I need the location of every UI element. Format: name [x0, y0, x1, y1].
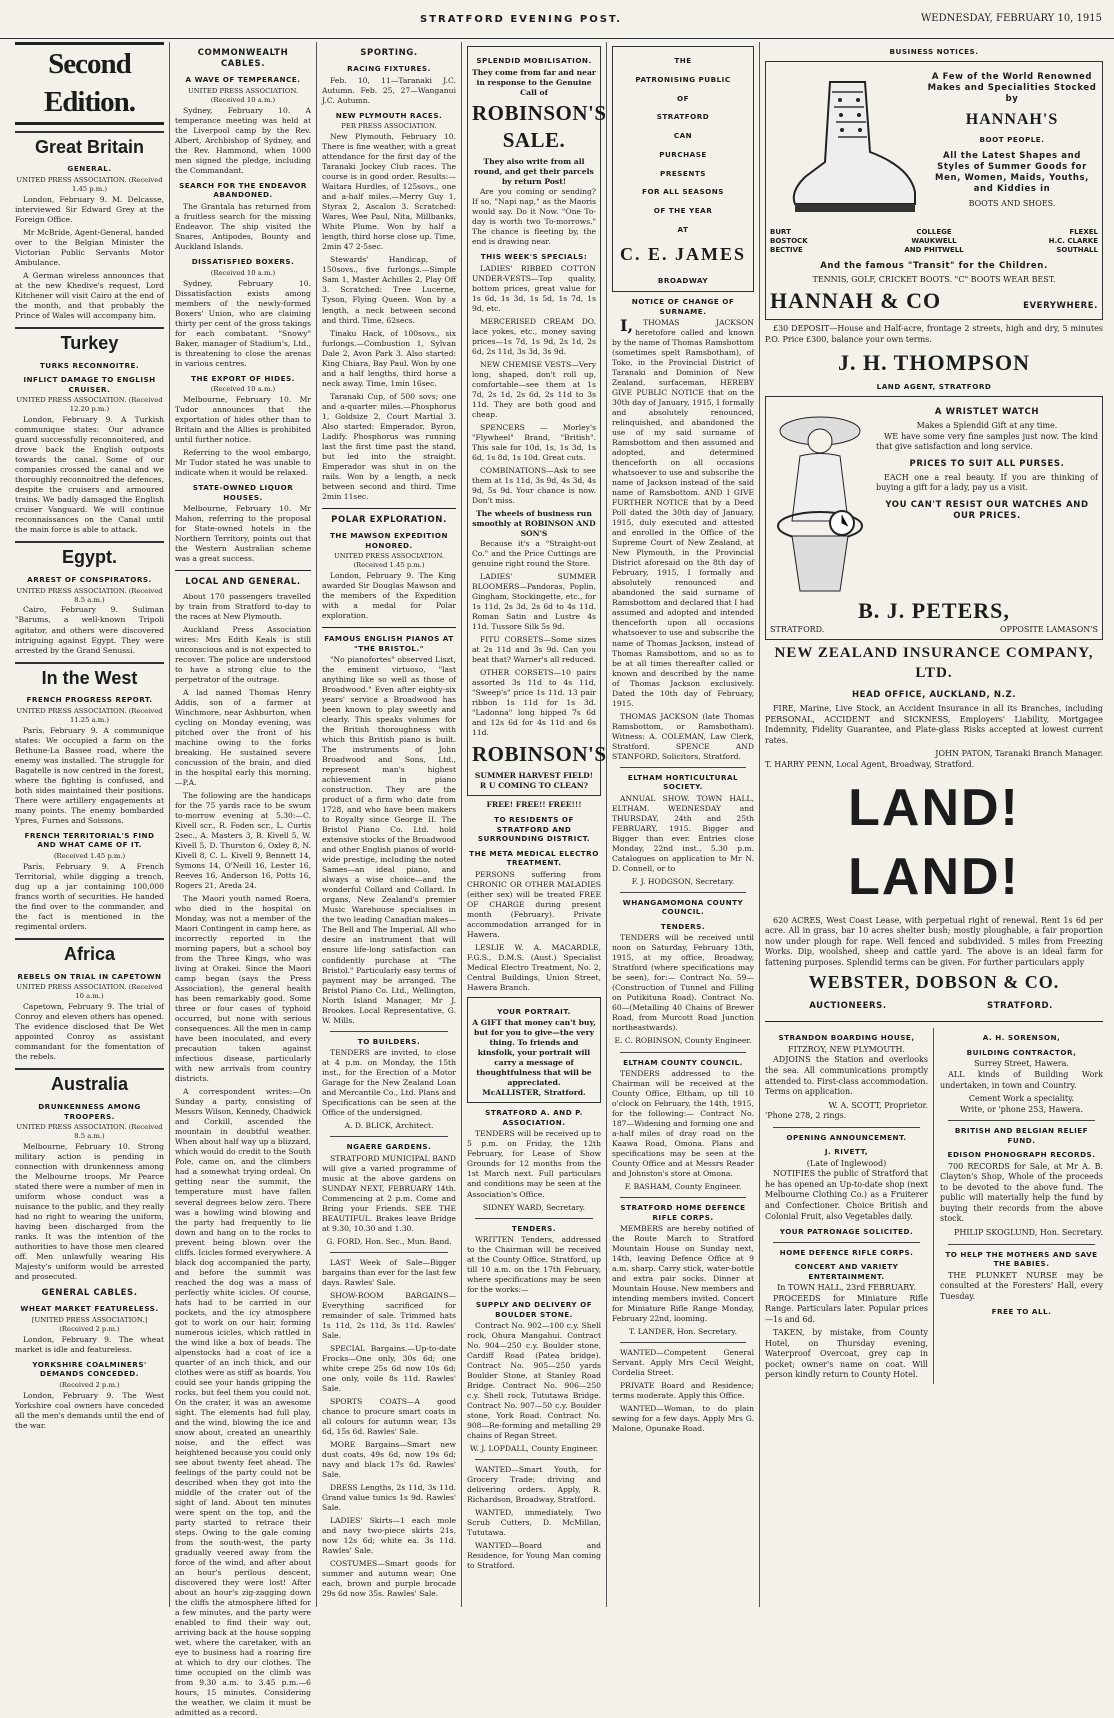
- ad-text: EACH one a real beauty. If you are thinking of buying a gift for a lady, pay us a visit.: [876, 472, 1098, 493]
- divider: [620, 892, 746, 893]
- ad-text: SHOW-ROOM BARGAINS—Everything sacrificed for remainder of sale. Trimmed hats 1s 11d, 2s 11d, 3s 11d. Rawles' Sale.: [322, 1290, 456, 1340]
- signature: McALLISTER, Stratford.: [482, 1088, 586, 1098]
- divider: [330, 1031, 448, 1032]
- signature: F. BASHAM, County Engineer.: [624, 1182, 742, 1192]
- ad-line: FOR ALL SEASONS: [642, 187, 724, 197]
- section-egypt: Egypt.: [15, 541, 164, 570]
- dateline: UNITED PRESS ASSOCIATION. (Received 10 a.m.): [16, 983, 163, 1001]
- divider: [765, 1021, 1103, 1022]
- column-1: [10, 42, 170, 1607]
- headline: ELTHAM HORTICULTURAL SOCIETY.: [627, 772, 739, 792]
- ad-text: COSTUMES—Smart goods for summer and autumn wear; One each, brown and purple brocade 29s 6d now 35s. Rawles' Sale.: [322, 1559, 456, 1599]
- divider: [330, 1252, 448, 1253]
- article-text: Sydney, February 10. A temperance meeting was held at the Liverpool camp by the Rev. Albert, Archbishop of Sydney, and the Rev. Hammond, when 1000 men signed the pledge, including the Commandant.: [175, 105, 311, 175]
- portrait-ad: [467, 997, 601, 1104]
- headline: FAMOUS ENGLISH PIANOS AT "THE BRISTOL.": [324, 634, 454, 653]
- headline: WHANGAMOMONA COUNTY COUNCIL.: [622, 897, 744, 917]
- article-text: TENDERS are invited, to close at 4 p.m. on Monday, the 15th inst., for the Erection of a Motor Garage for the New Zealand Loan and Mercantile Co., Ltd. Plans and Specifications can be seen at the Office of the undersigned.: [322, 1048, 456, 1118]
- ad-text: WANTED—Board and Residence, for Young Man coming to Stratford.: [467, 1541, 601, 1571]
- article-text: London, February 9. The King awarded Sir Douglas Mawson and the members of the Expedition with a medal for Polar exploration.: [322, 570, 456, 621]
- divider: [773, 1127, 920, 1128]
- ad-line: STRATFORD: [656, 112, 710, 122]
- headline: NGAERE GARDENS.: [346, 1142, 432, 1152]
- james-ad: [612, 46, 754, 292]
- headline: STRATFORD A. AND P. ASSOCIATION.: [485, 1108, 583, 1127]
- masthead: [0, 0, 1114, 39]
- robinsons-title: ROBINSON'S SALE.: [472, 100, 607, 153]
- divider: [948, 1120, 1095, 1121]
- webster-dobson-logo: WEBSTER, DOBSON & CO.: [808, 972, 1060, 993]
- headline: THIS WEEK'S SPECIALS:: [480, 252, 588, 262]
- ad-text: ALL kinds of Building Work undertaken, in town and Country.: [940, 1069, 1103, 1090]
- notice-text: TENDERS addressed to the Chairman will be received at the County Office, Eltham, up till 10 o'clock on February, the 14th, 1915, for the following:— Contract No. 187—Widening and forming one and a-half miles of dray road on the Kaawa Road, Omona. Plans and specifications may be seen at the County Office and at Messrs Reader and Johnston's store at Omona.: [612, 1069, 754, 1179]
- maker: BOSTOCK: [770, 236, 808, 245]
- ad-text: Because it's a "Straight-out Co." and the Price Cuttings are genuine right round the Store.: [472, 539, 596, 569]
- notice-text: ANNUAL SHOW. TOWN HALL, ELTHAM. WEDNESDAY and THURSDAY, 24th and 25th FEBRUARY, 1915. Bigger and Bigger than ever. Entries close Monday, 22nd inst., 5.30 p.m. Catalogues on application to Mr N. D. Connell, or to: [612, 793, 754, 873]
- headline: DRUNKENNESS AMONG TROOPERS.: [38, 1102, 141, 1121]
- article-text: A lad named Thomas Henry Addis, son of a farmer at Winchmore, near Ashburton, when cycling on Monday evening, was pitched over the front of his machine owing to the forks breaking. He sustained severe concussion of the brain, and died in the hospital early this morning.—P.A.: [175, 687, 311, 787]
- article-text: Taranaki Cup, of 500 sovs; one and a-quarter miles.—Phosphorus 1, Goldsize 2, Court Martial 3. Also started: Emperador, Byron, Ladify. Phosphorus was running last the first time past the stand, but led into the straight. Emperador was shut in on the rails. Won by a length, a neck between second and third. Time 2min 11sec.: [322, 391, 456, 501]
- ad-text: THE PLUNKET NURSE may be consulted at the Foresters' Hall, every Tuesday.: [940, 1270, 1103, 1301]
- free-banner: FREE! FREE!! FREE!!!: [486, 800, 582, 810]
- ad-text: STRATFORD.: [770, 624, 825, 634]
- ad-text: PROCEEDS for Miniature Rifle Range. Particulars later. Popular prices—1s and 6d.: [765, 1293, 928, 1324]
- ad-text: OPPOSITE LAMASON'S: [999, 624, 1098, 634]
- article-text: London, February 9. The wheat market is idle and featureless.: [15, 1334, 164, 1354]
- ad-text: 'Phone 278, 2 rings.: [765, 1111, 847, 1121]
- column-5: [607, 42, 760, 1607]
- ad-text: FITU CORSETS—Some sizes at 2s 11d and 3s 9d. Can you beat that? Warner's all reduced.: [472, 635, 596, 665]
- signature: THOMAS JACKSON (late Thomas Ramsbottom, or Ramsbotham). Witness: A. COLEMAN, Law Clerk, Stratford. SPENCE AND STANFORD, Solicitors, Stratford.: [612, 711, 754, 761]
- maker: AND PHITWELL: [904, 245, 964, 254]
- dateline: PER PRESS ASSOCIATION.: [341, 122, 437, 131]
- ad-line: PRESENTS: [660, 168, 706, 178]
- ad-line: THE: [674, 56, 692, 65]
- dateline: (Received 10 a.m.): [210, 385, 276, 394]
- divider: [322, 508, 456, 509]
- headline: THE EXPORT OF HIDES.: [191, 373, 295, 383]
- headline: HOME DEFENCE RIFLE CORPS.: [779, 1247, 914, 1257]
- headline: EDISON PHONOGRAPH RECORDS.: [947, 1150, 1096, 1160]
- ad-text: And the famous "Transit" for the Children.: [820, 261, 1048, 272]
- signature: JOHN PATON, Taranaki Branch Manager.: [935, 749, 1103, 759]
- headline: THE META MEDICAL ELECTRO TREATMENT.: [469, 848, 599, 868]
- ad-text: £30 DEPOSIT—House and Half-acre, frontage 2 streets, high and dry, 5 minutes P.O. Price £300, balance your own terms.: [765, 324, 1103, 344]
- ad-line: OF THE YEAR: [653, 206, 713, 215]
- ad-text: 620 ACRES, West Coast Lease, with perpetual right of renewal. Rent 1s 6d per acre. All in grass, bar 10 acres shelter bush; mostly ploughable, a fair proportion now under plough for rape. Well fenced and subdivided. 5 miles from Freezing Works. Dip, woolshed, sheep and cattle yard. The above is an ideal farm for fattening purposes. Splendid terms can be given. For further particulars apply: [765, 915, 1103, 967]
- ad-text: WRITTEN Tenders, addressed to the Chairman will be received at the County Office, Stratford, up till 10 a.m. on the 17th February, where specifications may be seen for the works:—: [467, 1235, 601, 1295]
- headline: FRENCH PROGRESS REPORT.: [26, 695, 153, 705]
- headline: DISSATISFIED BOXERS.: [191, 257, 295, 267]
- headline: TURKS RECONNOITRE.: [39, 360, 140, 370]
- newspaper-title: STRATFORD EVENING POST.: [420, 14, 623, 25]
- ad-text: SPECIAL Bargains.—Up-to-date Frocks—One only, 30s 6d; one white crepe 25s 6d now 10s 6d; one only, voile 8s 11d. Rawles' Sale.: [322, 1344, 456, 1394]
- signature: F. J. HODGSON, Secretary.: [631, 876, 735, 886]
- signature: SIDNEY WARD, Secretary.: [482, 1202, 586, 1212]
- ad-text: LESLIE W. A. MACARDLE, F.G.S., D.M.S. (Aust.) Specialist Medical Electro Treatment, No. 2, Central Buildings, Union Street, Hawera Branch.: [467, 942, 601, 992]
- maker: BURT: [770, 227, 791, 236]
- signature: PHILIP SKOGLUND, Hon. Secretary.: [953, 1227, 1103, 1237]
- notice-text: TENDERS will be received until noon on Saturday, February 13th, 1915, at my office, Broadway, Stratford (where specifications may be seen), for:— Contract No. 59—(Construction of Tunnel and Filling on Putikituna Road). Contract No. 60—(Metalling 40 Chains of Brewer Road, from Murcott Road Junction northeastwards).: [612, 933, 754, 1033]
- headline: SUPPLY AND DELIVERY OF BOULDER STONE.: [475, 1300, 593, 1319]
- article-text: Paris, February 9. A communique states: We occupied a farm on the Bethune-La Bassee road, where the enemy was installed. The struggle for Bagatelle is now centred in the forest, where the fighting is confused, and both sides maintained their positions. There were artillery engagements at many points. The enemy bombarded Ypres, Furnes and Soissons.: [15, 725, 164, 825]
- dateline: (Received 10 a.m.): [210, 268, 276, 277]
- headline: OPENING ANNOUNCEMENT.: [786, 1132, 907, 1142]
- headline: SPLENDID MOBILISATION.: [476, 56, 592, 65]
- headline: A Few of the World Renowned Makes and Specialities Stocked by: [927, 71, 1097, 104]
- dateline: UNITED PRESS ASSOCIATION. (Received 1.45 p.m.): [333, 552, 445, 569]
- headline: STRANDON BOARDING HOUSE,: [778, 1033, 915, 1043]
- signature: W. A. SCOTT, Proprietor.: [828, 1100, 928, 1110]
- article-text: Melbourne, February 10. Mr Tudor announces that the exportation of hides other than to Britain and the Allies is prohibited until further notice.: [175, 395, 311, 445]
- ad-text: They come from far and near in response to the Genuine Call of: [472, 67, 596, 97]
- headline: ELTHAM COUNTY COUNCIL.: [623, 1057, 743, 1067]
- ad-line: AT: [677, 224, 689, 234]
- maker: BECTIVE: [770, 245, 803, 254]
- article-text: Stewards' Handicap, of 150sovs., five furlongs.—Simple Sam 1, Master Achilles 2, Play Off 3. Scratched: Tree Lucerne, Tyson, Flying Queen. Won by a length, a neck between second and third. Time, 62secs.: [322, 255, 456, 325]
- headline: RACING FIXTURES.: [347, 64, 431, 74]
- edition-banner: Second Edition.: [15, 42, 164, 125]
- peters-logo: B. J. PETERS,: [858, 597, 1010, 623]
- ad-text: (Late of Inglewood): [806, 1158, 887, 1168]
- divider: [620, 1052, 746, 1053]
- ad-text: NEW CHEMISE VESTS—Very long, shaped, don't roll up, comfortable—see them at 1s 7d, 2s 1d, 2s 6d, 2s 11d to 3s 11d. They are both good and cheap.: [472, 359, 596, 419]
- article-text: STRATFORD MUNICIPAL BAND will give a varied programme of music at the above gardens on SUNDAY NEXT, FEBRUARY 14th. Commencing at 2 p.m. Come and Bring your Friends. SEE THE BEAUTIFUL. Brakes leave Bridge at 9.30, 10.30 and 1.30.: [322, 1153, 456, 1233]
- headline: TENDERS.: [511, 1223, 557, 1233]
- ad-text: J. RIVETT,: [824, 1147, 869, 1157]
- ad-line: BROADWAY: [657, 275, 709, 285]
- headline: ARREST OF CONSPIRATORS.: [27, 575, 152, 585]
- headline: TO BUILDERS.: [357, 1036, 421, 1046]
- ad-line: CAN: [673, 131, 693, 140]
- divider: [948, 1244, 1095, 1245]
- headline: NEW PLYMOUTH RACES.: [335, 110, 443, 120]
- headline: INFLICT DAMAGE TO ENGLISH CRUISER.: [23, 375, 156, 394]
- ad-text: TENNIS, GOLF, CRICKET BOOTS. "C" BOOTS WEAR BEST.: [812, 275, 1056, 285]
- ad-text: Write, or 'phone 253, Hawera.: [959, 1104, 1083, 1114]
- article-text: The Maori youth named Roera, who died in the hospital on Monday, was not a member of the Maori Contingent in camp here, as incorrectly reported in the morning papers, but a school boy from the Three Kings, who was living at Orakei. Since the Maori camp began (says the Press Association), the general health has been remarkably good. Some three or four cases of typhoid occurred, but none with serious consequences. All the men in camp have been inoculated, and every precaution taken against infectious disease, particularly with new arrivals from country districts.: [175, 894, 311, 1084]
- article-text: Melbourne, February 10. Mr Mahon, referring to the proposal for State-owned hotels in the Northern Territory, points out that the Western Australian scheme was a great success.: [175, 504, 311, 564]
- article-text: Melbourne, February 10. Strong military action is pending in connection with drunkenness among the Melbourne troops. Mr Pearce stated there were a number of men in uniform whose conduct was a nuisance to the public, and they really had no right to wearing the uniform, having been discharged from the ranks. It was the intention of the authorities to have those men cleared off. Men unlawfully wearing His Majesty's uniform would be arrested and prosecuted.: [15, 1141, 164, 1282]
- section-general-cables: GENERAL CABLES.: [41, 1288, 138, 1299]
- ad-text: WANTED, immediately, Two Scrub Cutters, D. McMillan, Tututawa.: [467, 1508, 601, 1538]
- ad-text: BOOTS AND SHOES.: [968, 198, 1056, 208]
- ad-text: BUILDING CONTRACTOR,: [966, 1047, 1077, 1057]
- article-text: The following are the handicaps for the 75 yards race to be swum to-morrow evening at 5.30:—C. Kivell scr., R. Foden scr., L. Curtis 2sec., A. Masters 3, B. Kivell 5, W. Kivell 5, D. Thurston 6, Oxley 8, N. Kivell 8, C. L. Kivell 9, Bennett 14, Symons 14, O'Neill 16, Lester 16, Reeves 16, Anderson 16, Potts 16, Rogers 21, Areda 24.: [175, 790, 311, 891]
- section-great-britain: Great Britain: [15, 131, 164, 160]
- ad-text: SPENCERS — Morley's "Flywheel" Brand, "British". This sale for 10d, 1s, 1s 3d, 1s 6d, 1s 8d, 1s 10d. Great cuts.: [472, 422, 596, 462]
- ad-text: PRIVATE Board and Residence; terms moderate. Apply this Office.: [612, 1381, 754, 1401]
- headline: YOUR PORTRAIT.: [497, 1006, 571, 1016]
- ad-text: LAST Week of Sale—Bigger bargains than ever for the last few days. Rawles' Sale.: [322, 1257, 456, 1287]
- ad-text: All the Latest Shapes and Styles of Summer Goods for Men, Women, Maids, Youths, and Kiddies in: [935, 150, 1089, 195]
- signature: T. HARRY PENN, Local Agent, Broadway, Stratford.: [765, 759, 975, 769]
- maker: SOUTHALL: [1056, 245, 1098, 254]
- ad-text: The wheels of business run smoothly at ROBINSON AND SON'S: [472, 508, 596, 539]
- robinsons-sale-ad: [467, 46, 607, 796]
- ad-text: A GIFT that money can't buy, but for you to give—the very thing. To friends and kinsfolk, your portrait will carry a message of thoughtfulness that will be appreciated.: [472, 1018, 596, 1088]
- ad-text: PERSONS suffering from CHRONIC OR OTHER MALADIES (either sex) will be treated FREE OF CHARGE during present month (February). Private accommodation arranged for in Hawera.: [467, 869, 601, 939]
- ad-line: OF: [676, 93, 690, 103]
- headline: GENERAL.: [67, 164, 112, 174]
- robinsons-title: ROBINSON'S: [472, 742, 607, 767]
- ad-text: Surrey Street, Hawera.: [974, 1059, 1069, 1069]
- divider: [322, 627, 456, 628]
- section-turkey: Turkey: [15, 327, 164, 356]
- column-2: [170, 42, 317, 1718]
- ad-text: LADIES' Skirts—1 each mole and navy two-piece skirts 21s, now 12s 6d; white ea. 3s 11d. Rawles' Sale.: [322, 1516, 456, 1556]
- article-text: Referring to the wool embargo, Mr Tudor stated he was unable to indicate when it would be relaxed.: [175, 448, 311, 478]
- ad-text: WANTED—Woman, to do plain sewing for a few days. Apply Mrs G. Malone, Opunake Road.: [612, 1404, 754, 1434]
- article-text: The Grantala has returned from a fruitless search for the missing Endeavor. The ship visited the Snares, Antipodes, Bounty and Auckland Islands.: [175, 201, 311, 252]
- divider: [175, 570, 311, 571]
- ad-text: LADIES' RIBBED COTTON UNDER-VESTS—Top quality, bottom prices, great value for 1s 6d, 1s 3d, 1s 5d, 1s 7d, 1s 9d, etc.: [472, 263, 596, 313]
- headline: HEAD OFFICE, AUCKLAND, N.Z.: [851, 689, 1017, 700]
- headline: REBELS ON TRIAL IN CAPETOWN: [17, 971, 162, 981]
- maker: WAUKWELL: [911, 236, 957, 245]
- hannah-logo: HANNAH & CO: [770, 287, 942, 313]
- article-text: About 170 passengers travelled by train from Stratford to-day to the races at New Plymouth.: [175, 591, 311, 621]
- article-text: London, February 9. M. Delcasse, interviewed Sir Edward Grey at the Foreign Office.: [15, 194, 164, 224]
- ad-text: FIRE, Marine, Live Stock, an Accident Insurance in all its Branches, including PERSONAL, ACCIDENT and SICKNESS, Employers' Liability, Mortgagee Indemnity, Fidelity Guarantee, and Plate-glass Risks accepted at lowest current rates.: [765, 704, 1103, 745]
- ad-text: Are you coming or sending? If so, "Napi nap," as the Maoris would say. Do it Now. "One To-day is worth two To-morrows." The chance is fleeting by, the end is drawing near.: [472, 187, 596, 247]
- divider: [475, 1459, 593, 1460]
- section-commonwealth-cables: COMMONWEALTH CABLES.: [197, 48, 289, 70]
- ad-text: TENDERS will be received up to 5 p.m. on Friday, the 12th February, for Lease of Show Grounds for 12 months from the 1st March next. Full particulars and conditions may be seen at the Association's Office.: [467, 1129, 601, 1199]
- dateline: (Received 2 p.m.): [59, 1380, 120, 1389]
- nz-insurance-logo: NEW ZEALAND INSURANCE COMPANY, LTD.: [774, 645, 1094, 682]
- ad-text: Contract No. 902—100 c.y. Shell rock, Ohura Mangahui. Contract No. 904—250 c.y. Boulder stone, Cardiff Road (Patea bridge). Contract No. 905—250 yards Boulder Stone, at Stanley Road Bridge. Contract No. 906—250 c.y. Shell rock, Tututawa Bridge. Contract No. 907—50 c.y. Boulder stone, York Road. Contract No. 908—Re-forming and metalling 29 chains of Regan Street.: [467, 1321, 601, 1441]
- section-local-and-general: LOCAL AND GENERAL.: [185, 577, 301, 588]
- column-3: [317, 42, 462, 1607]
- ad-text: MORE Bargains—Smart new dust coats, 49s 6d, now 19s 6d; navy and black 17s 6d. Rawles' Sale.: [322, 1440, 456, 1480]
- headline: A. H. SORENSON,: [982, 1033, 1061, 1043]
- article-text: Capetown, February 9. The trial of Conroy and eleven others has opened. The evidence disclosed that De Wet appointed Conroy as assistant commandant for the fomentation of the rebels.: [15, 1002, 164, 1062]
- ad-text: EVERYWHERE.: [1023, 300, 1098, 311]
- ad-text: WANTED—Competent General Servant. Apply Mrs Cecil Weight, Cordelia Street.: [612, 1348, 754, 1378]
- ad-text: In TOWN HALL, 23rd FEBRUARY.: [777, 1283, 916, 1293]
- article-text: Feb. 10, 11—Taranaki J.C. Autumn. Feb. 25, 27—Wanganui J.C. Autumn.: [322, 75, 456, 105]
- article-text: A correspondent writes:—On Sunday a party, consisting of Messrs Wilson, Kennedy, Chadwick and Corkill, ascended the mountain in doubtful weather. When about half way up a blizzard, which would do credit to the South Pole, came on, and the climbers had a somewhat trying ordeal. On getting near the summit, the temperature must have fallen several degrees below zero. There was a howling wind blowing and the party had frequently to lie down and hang on to the rocks to prevent being blown over the cliffs. Icicles formed everywhere. A black dog accompanied the party, and before the summit was reached the dog was a mass of perfectly white icicles. Of course, hats had to be carried in our pockets, and the icy atmosphere got to work on our hair, forming numerous icicles, which rattled in the wind like a box of beads. The alpenstocks had a coat of ice a quarter of an inch thick, and our clothes were as stiff as boards. You could see your hands gripping the rocks, but feel them you could not. On the crater, it was an awesome sight. The elements had full play, and the wind, blowing the ice and snow about, created an unearthly noise, and the effect was heightened because you could only see about twenty feet ahead. The feelings of the party could not be described when they got into the middle of the crater out of the sight of land. About ten minutes were spent on the top, and the party started to retrace their steps. Owing to the gale coming from the south-west, the party gradually veered away from the force of the wind, and after about an hour's perilous descent, discovered they were lost! After about an hour's zig-zagging down the cliffs the atmosphere lifted for a few minutes, and the party were enabled to find their way out, arriving back at the house sopping wet, where the caretaker, with an eye to business had a roaring fire at which to dry our clothes. The time occupied on the climb was from 9.30 a.m. to 3.45 p.m.—6 hours, 15 minutes. Considering the weather, we claim it must be admitted as a record.: [175, 1087, 311, 1718]
- headline: BOOT PEOPLE.: [979, 135, 1045, 145]
- ad-text: MERCERISED CREAM DO. lace yokes, etc., money saving prices—1s 7d, 1s 9d, 2s 1d, 2s 6d, 2s 11d, 3s 3d, 3s 9d.: [472, 316, 596, 356]
- ad-text: WE have some very fine samples just now. The kind that give satisfaction and long service.: [876, 431, 1098, 452]
- ad-text: WANTED—Smart Youth, for Grocery Trade; driving and delivering orders. Apply, R. Richardson, Broadway, Stratford.: [467, 1465, 601, 1505]
- dateline: [UNITED PRESS ASSOCIATION.] (Received 2 p.m.): [31, 1315, 148, 1333]
- article-text: Cairo, February 9. Suliman "Barums, a well-known Tripoli agitator, and others were discovered intriguing against Egypt. They were arrested by the Grand Senussi.: [15, 605, 164, 655]
- ad-text: Cement Work a speciality.: [968, 1094, 1075, 1104]
- headline: STATE-OWNED LIQUOR HOUSES.: [192, 483, 294, 502]
- hannahs-title: HANNAH'S: [965, 111, 1059, 129]
- article-text: New Plymouth, February 10. There is fine weather, with a great attendance for the first day of the Taranaki Jockey Club races. The course is in good order. Results:—Waitara Hurdles, of 125sovs., one and a-half miles.—Merry Guy 1, Styrax 2, Ascalon 3. Scratched: Wares, Wee Paul, Nita, Millbanks, White Plume. Won by half a length, third horse close up. Time, 2min 47 2-5sec.: [322, 132, 456, 252]
- signature: G. FORD, Hon. Sec., Mun. Band.: [326, 1236, 452, 1246]
- article-text: Mr McBride, Agent-General, handed over to the Belgian Minister the Victorian Public Servants Motor Ambulance.: [15, 227, 164, 267]
- ad-text: NOTIFIES the public of Stratford that he has opened an Up-to-date shop (next Melbourne Clothing Co.) as a Fruiterer and Confectioner. Choice British and Colonial Fruit, also Vegetables daily.: [765, 1169, 928, 1221]
- ad-text: YOUR PATRONAGE SOLICITED.: [779, 1227, 914, 1237]
- ad-text: SUMMER HARVEST FIELD! R U COMING TO CLEAN?: [474, 771, 594, 791]
- article-text: Paris, February 9. A French Territorial, while digging a trench, dug up a jar containing 100,000 francs worth of securities. He handed the find over to the commander, and the fact is mentioned in the regimental orders.: [15, 861, 164, 931]
- thompson-logo: J. H. THOMPSON: [837, 350, 1031, 376]
- headline: FREE TO ALL.: [991, 1307, 1052, 1317]
- ad-line: PATRONISING PUBLIC: [635, 74, 731, 84]
- headline: YORKSHIRE COALMINERS' DEMANDS CONCEDED.: [32, 1359, 147, 1379]
- headline: A WAVE OF TEMPERANCE.: [185, 75, 301, 85]
- ad-text: They also write from all round, and get their parcels by return Post!: [474, 156, 594, 187]
- headline: STRATFORD HOME DEFENCE RIFLE CORPS.: [620, 1203, 746, 1222]
- ad-text: TAKEN, by mistake, from County Hotel, on Thursday evening, Waterproof Overcoat, grey cap in pocket; owner's name on coat. Will person kindly return to County Hotel.: [765, 1328, 928, 1380]
- maker: FLEXEL: [1069, 227, 1098, 236]
- section-australia: Australia: [15, 1068, 164, 1097]
- section-africa: Africa: [15, 938, 164, 967]
- divider: [620, 1342, 746, 1343]
- ad-text: ADJOINS the Station and overlooks the sea. All communications promptly attended to. First-class accommodation. Terms on application.: [765, 1055, 928, 1097]
- article-text: A German wireless announces that at the new Khedive's request, Lord Kitchener will visit Cairo at the end of the month, and that probably the Prince of Wales will accompany him.: [15, 270, 164, 320]
- headline: THE MAWSON EXPEDITION HONORED.: [330, 531, 448, 550]
- ad-text: STRATFORD.: [986, 1001, 1054, 1012]
- headline: BUSINESS NOTICES.: [889, 47, 979, 56]
- headline: WHEAT MARKET FEATURELESS.: [20, 1304, 159, 1314]
- notice-text: I,THOMAS JACKSON heretofore called and known by the name of Thomas Ramsbottom (sometimes spelt Ramsbotham), of Toko, in the Provincial District of Taranaki and Dominion of New Zealand, surfaceman, HEREBY GIVE PUBLIC NOTICE that on the 30th day of January, 1915, I formally and absolutely renounced, relinquished, and abandoned the use of my said surname of Ramsbottom and then assumed and adopted, and determined thenceforth on all occasions whatsoever to use and subscribe the name of Jackson instead of the said name of Ramsbottom. AND I GIVE FURTHER NOTICE that by a Deed Poll dated the 30th day of January, 1915, duly executed and attested and enrolled in the Office of the Supreme Court of New Zealand, at New Plymouth, in the Provincial District aforesaid on the 8th day of February, 1915, I formally and absolutely renounced and abandoned the said surname of Ramsbottom and declared that I had assumed and adopted and intended thenceforth upon all occasions whatsoever to use and subscribe the name of Thomas Jackson, instead of Thomas Ramsbottom, and so as to be at all times thereafter called or known and described by the name of Thomas Jackson exclusively. Dated the 10th day of February, 1915.: [612, 316, 754, 708]
- ad-text: PRICES TO SUIT ALL PURSES.: [909, 458, 1065, 469]
- notice-text: MEMBERS are hereby notified of the Route March to Stratford Mountain House on Sunday next, 14th, leaving Defence Office at 9 a.m. sharp. Carry stick, water-bottle and extra pair socks. Dinner at Mountain House. New members and intending members invited. Concert for Miniature Rifle Range Monday, February 22nd, looming.: [612, 1224, 754, 1324]
- maker: H.C. CLARKE: [1048, 236, 1098, 245]
- column-6: [760, 42, 1108, 1607]
- section-in-the-west: In the West: [15, 662, 164, 691]
- headline: A WRISTLET WATCH: [934, 406, 1040, 417]
- headline: SEARCH FOR THE ENDEAVOR ABANDONED.: [179, 180, 307, 200]
- divider: [620, 767, 746, 768]
- signature: W. J. LOPDALL, County Engineer.: [469, 1444, 599, 1454]
- ad-text: DRESS Lengths, 2s 11d, 3s 11d. Grand value tunics 1s 9d. Rawles' Sale.: [322, 1483, 456, 1513]
- divider: [773, 1242, 920, 1243]
- ad-text: SPORTS COATS—A good chance to procure smart coats in all colours for autumn wear, 13s 6d, 15s 6d. Rawles' Sale.: [322, 1397, 456, 1437]
- ad-text: LAND AGENT, STRATFORD: [876, 382, 992, 392]
- headline: FRENCH TERRITORIAL'S FIND AND WHAT CAME OF IT.: [24, 830, 155, 850]
- ad-text: YOU CAN'T RESIST OUR WATCHES AND OUR PRICES.: [885, 499, 1089, 522]
- dateline: UNITED PRESS ASSOCIATION. (Received 1.45 p.m.): [16, 175, 163, 193]
- ad-text: COMBINATIONS—Ask to see them at 1s 11d, 3s 9d, 4s 3d, 4s 9d, 5s 9d. Your chance is now. Don't miss.: [472, 465, 596, 505]
- signature: A. D. BLICK, Architect.: [344, 1121, 434, 1131]
- dateline: UNITED PRESS ASSOCIATION. (Received 8.5 a.m.): [16, 586, 163, 604]
- section-polar-exploration: POLAR EXPLORATION.: [331, 514, 447, 525]
- dateline: (Received 1.45 p.m.): [53, 851, 126, 860]
- maker: COLLEGE: [916, 227, 952, 236]
- dateline: UNITED PRESS ASSOCIATION. (Received 12.20 p.m.): [16, 396, 163, 414]
- article-text: Auckland Press Association wires: Mrs Edith Keals is still unconscious and is not expected to recover. The police are understood to have a strong clue to the perpetrator of the outrage.: [175, 624, 311, 684]
- dateline: UNITED PRESS ASSOCIATION. (Received 8.5 a.m.): [16, 1123, 163, 1140]
- signature: E. C. ROBINSON, County Engineer.: [614, 1036, 752, 1046]
- headline: CONCERT AND VARIETY ENTERTAINMENT.: [794, 1262, 899, 1281]
- section-sporting: SPORTING.: [360, 48, 418, 58]
- dateline: UNITED PRESS ASSOCIATION. (Received 10 a.m.): [187, 86, 299, 104]
- headline: TO HELP THE MOTHERS AND SAVE THE BABIES.: [945, 1249, 1098, 1268]
- boot-illustration: [770, 72, 920, 222]
- article-text: "No pianofortes" observed Liszt, the eminent virtuoso, "last anything like so well as those of Broadwood." Even after eighty-six years' service a Broadwood has been known to play sweetly and clearly. This speaks volumes for the British thoroughness with which this British piano is built. The instruments of John Broadwood and Sons, Ltd., represent man's highest achievement in piano construction. They are the product of a firm who date from 1728, and who have been makers to Royalty since George II. The Bristol Piano Co. Ltd. hold extensive stocks of the Broadwood and other English pianos of world-wide prestige, including the noted Sames—an ideal piano, and always a wise choice—and the wonderful Collard and Collard. In organs, New Zealand's premier Music Warehouse specialises in the two leading Canadian makes—The Bell and The Imperial. All who desire an instrument that will ensure life-long satisfaction can confidently purchase at "The Bristol." Particularly easy terms of payment may be arranged. The Bristol Piano Co. Ltd., Wellington, North Island Manager, Mr J. Brookes. Local Representative, G. W. Mills.: [322, 655, 456, 1025]
- ad-text: OTHER CORSETS—10 pairs assorted 3s 11d to 4s 11d, "Sweep's" price 1s 11d. 13 pair ribbon 1s 11d for 1s 3d. "Ladonna" long hipped 7s 6d and 12s 6d for 4s 11d and 6s 11d.: [472, 668, 596, 738]
- land-banner: LAND! LAND!: [848, 779, 1020, 907]
- article-text: Sydney, February 10. Dissatisfaction exists among members of the newly-formed Boxers' Union, who are claiming thirty per cent of the gross takings for each combatant. "Snowy" Baker, manager of Stadium's, Ltd., is threatening to close the arenas in various centres.: [175, 278, 311, 368]
- ad-text: FITZROY, NEW PLYMOUTH.: [788, 1044, 905, 1054]
- james-name: C. E. JAMES: [619, 243, 746, 264]
- divider: [475, 1218, 593, 1219]
- dateline: UNITED PRESS ASSOCIATION. (Received 11.25 a.m.): [16, 706, 163, 724]
- headline: BRITISH AND BELGIAN RELIEF FUND.: [954, 1126, 1089, 1145]
- ad-line: PURCHASE: [659, 149, 707, 159]
- hannahs-ad: [765, 61, 1103, 321]
- headline: NOTICE OF CHANGE OF SURNAME.: [631, 297, 735, 316]
- divider: [620, 1197, 746, 1198]
- headline: TENDERS.: [660, 921, 706, 931]
- article-text: Tinaku Hack, of 100sovs., six furlongs.—Combustion 1, Sylvan Dale 2, Avon Park 3. Also started: King Chiara, Bay Paul. Won by one and a half lengths, third horse a neck away. Time, 1min 16sec.: [322, 328, 456, 388]
- wristlet-watch-ad: [765, 396, 1103, 641]
- article-text: London, February 9. A Turkish communique states: Our advance guard successfully reconnoitered, and drove back the English outposts towards the canal. Some of our companies crossed the canal and we thoroughly reconnoitred the defences, despite the cruisers and armoured trains. We badly damaged the English cruiser Vanguard. We will continue reconnaissances on the Canal until the main force is able to attack.: [15, 415, 164, 535]
- lady-with-watch-illustration: [770, 401, 870, 596]
- ad-text: AUCTIONEERS.: [809, 1001, 887, 1012]
- ad-text: LADIES' SUMMER BLOOMERS—Pandoras, Poplin, Gingham, Stockingette, etc., for 1s 11d, 2s 3d, 2s 6d to 4s 11d. Roman Satin and Lustre 4s 11d. Tussore Silk 5s 9d.: [472, 572, 596, 632]
- divider: [330, 1136, 448, 1137]
- headline: TO RESIDENTS OF STRATFORD AND SURROUNDING DISTRICT.: [477, 815, 591, 844]
- issue-date: WEDNESDAY, FEBRUARY 10, 1915: [921, 13, 1102, 24]
- signature: T. LANDER, Hon. Secretary.: [628, 1327, 737, 1337]
- article-text: London, February 9. The West Yorkshire coal owners have conceded all the men's demands until the end of the war.: [15, 1390, 164, 1430]
- column-4: [462, 42, 607, 1607]
- ad-text: Makes a Splendid Gift at any time.: [916, 421, 1058, 431]
- ad-text: 700 RECORDS for Sale, at Mr A. B. Clayton's Shop, Whole of the proceeds to be devoted to the above fund. The public will materially help the fund by buying their records from the above stock.: [940, 1161, 1103, 1224]
